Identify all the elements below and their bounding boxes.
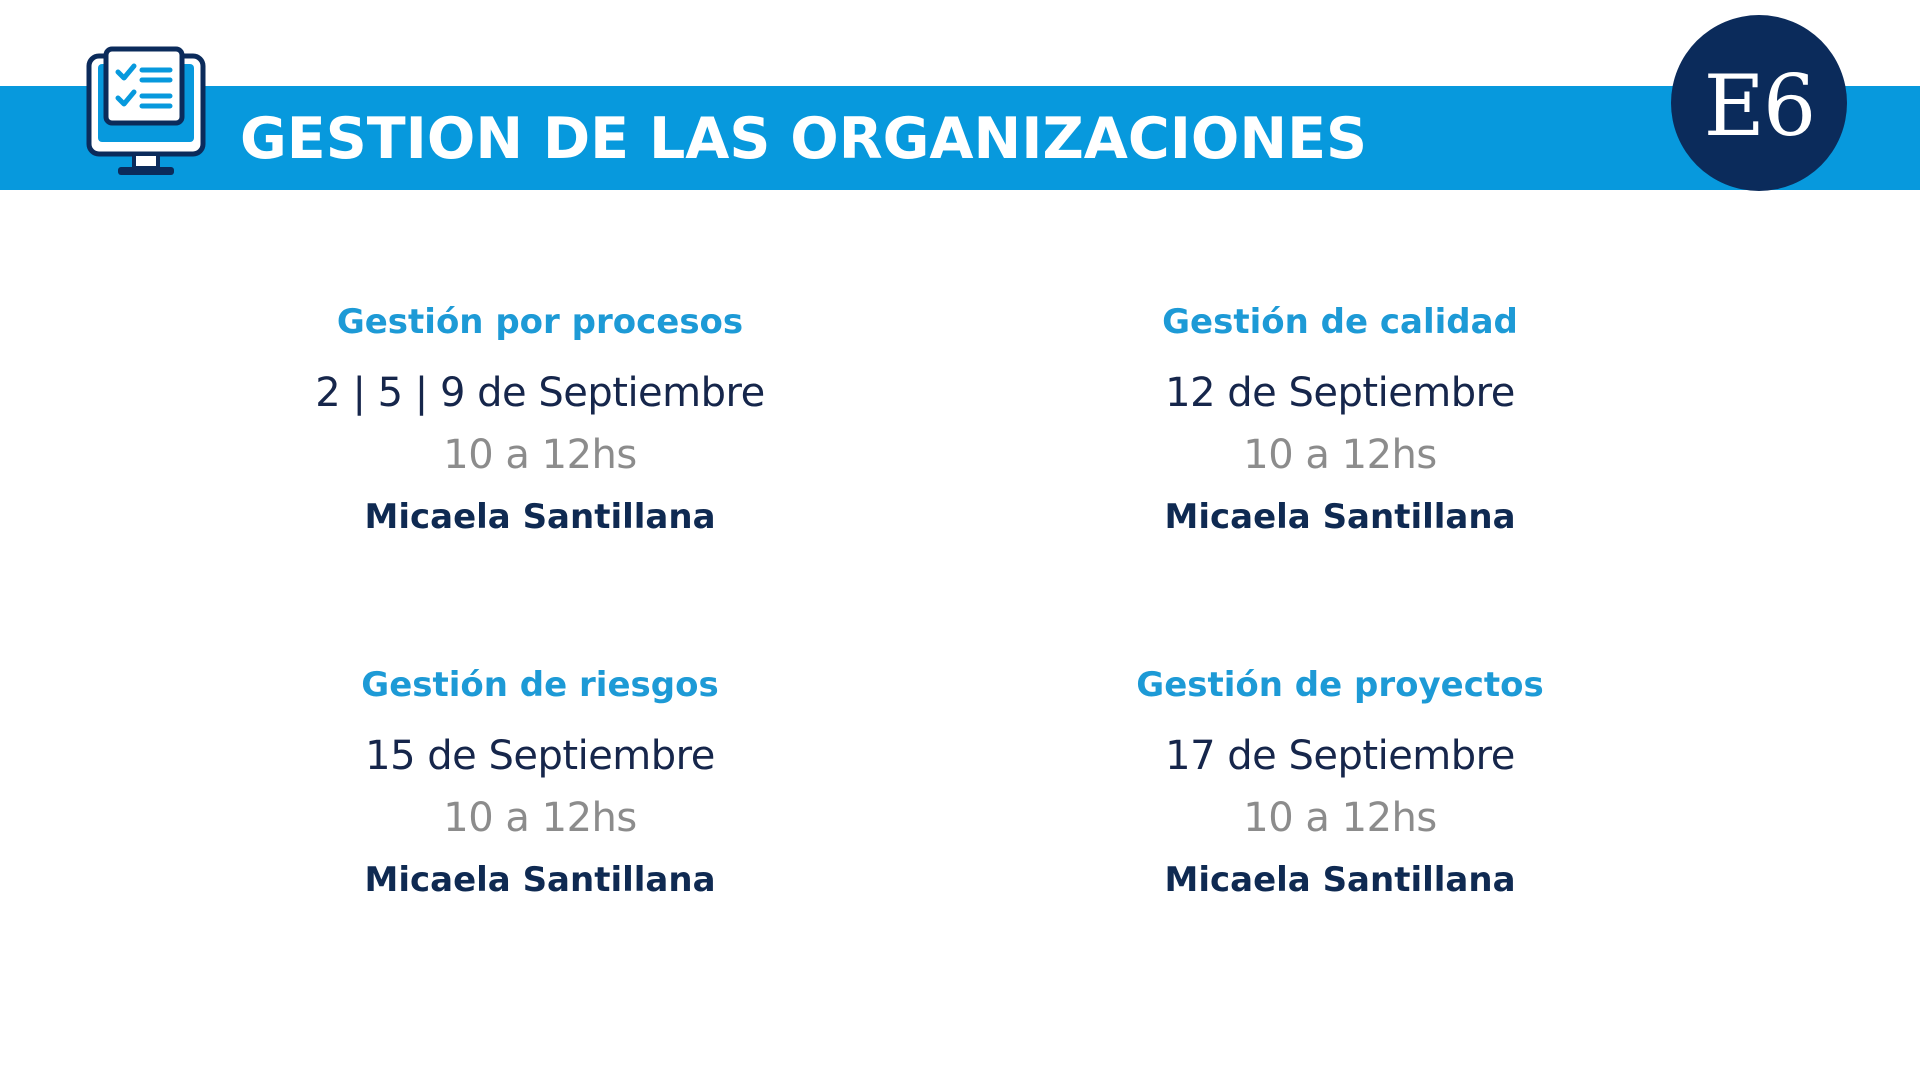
course-teacher: Micaela Santillana (1164, 860, 1516, 900)
page-title: GESTION DE LAS ORGANIZACIONES (240, 106, 1368, 172)
checklist-monitor-icon (86, 46, 206, 180)
course-title: Gestión por procesos (336, 302, 744, 342)
course-title: Gestión de riesgos (361, 665, 719, 705)
course-title: Gestión de calidad (1162, 302, 1518, 342)
course-dates: 15 de Septiembre (365, 733, 715, 779)
logo-text: E6 (1703, 57, 1815, 155)
course-dates: 17 de Septiembre (1165, 733, 1515, 779)
course-time: 10 a 12hs (443, 432, 637, 478)
e6-logo (1671, 15, 1847, 191)
course-teacher: Micaela Santillana (364, 860, 716, 900)
course-dates: 2 | 5 | 9 de Septiembre (315, 370, 765, 416)
course-card-proyectos (1100, 663, 1580, 911)
course-card-calidad (1100, 300, 1580, 548)
course-time: 10 a 12hs (443, 795, 637, 841)
course-time: 10 a 12hs (1243, 795, 1437, 841)
course-teacher: Micaela Santillana (1164, 497, 1516, 537)
course-dates: 12 de Septiembre (1165, 370, 1515, 416)
course-card-procesos (300, 300, 780, 548)
course-time: 10 a 12hs (1243, 432, 1437, 478)
course-teacher: Micaela Santillana (364, 497, 716, 537)
course-card-riesgos (300, 663, 780, 911)
course-title: Gestión de proyectos (1136, 665, 1544, 705)
